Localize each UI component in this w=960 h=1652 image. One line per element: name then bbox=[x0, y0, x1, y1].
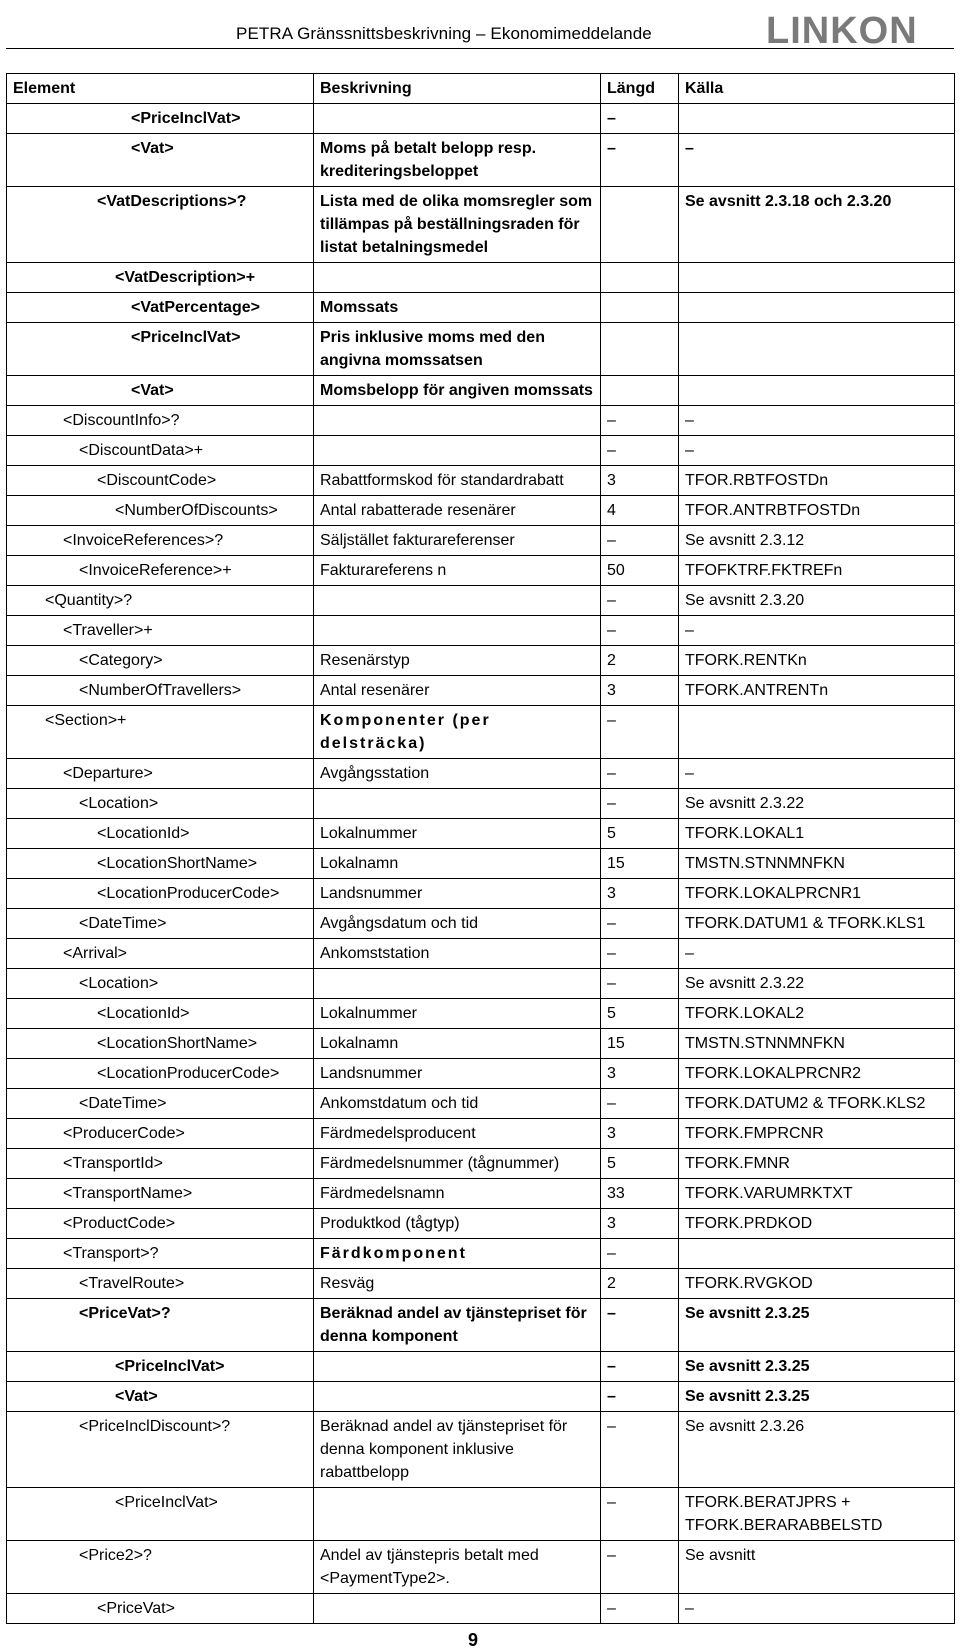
table-body bbox=[7, 104, 955, 1624]
description-cell: Momsbelopp för angiven momssats bbox=[314, 376, 601, 406]
length-cell: – bbox=[601, 789, 679, 819]
source-cell: TFORK.LOKAL2 bbox=[679, 999, 955, 1029]
description-cell: Resväg bbox=[314, 1269, 601, 1299]
column-header-element: Element bbox=[7, 74, 314, 104]
table-row bbox=[7, 1541, 955, 1594]
element-cell: <InvoiceReference>+ bbox=[7, 556, 314, 586]
length-cell: – bbox=[601, 1382, 679, 1412]
description-cell: Pris inklusive moms med den angivna momssatsen bbox=[314, 323, 601, 376]
description-cell: Beräknad andel av tjänstepriset för denna komponent inklusive rabattbelopp bbox=[314, 1412, 601, 1488]
length-cell: 15 bbox=[601, 849, 679, 879]
table-row bbox=[7, 879, 955, 909]
source-cell: TFORK.DATUM2 & TFORK.KLS2 bbox=[679, 1089, 955, 1119]
description-cell bbox=[314, 969, 601, 999]
table-row bbox=[7, 376, 955, 406]
element-cell: <Arrival> bbox=[7, 939, 314, 969]
element-cell: <TransportId> bbox=[7, 1149, 314, 1179]
source-cell bbox=[679, 376, 955, 406]
table-row bbox=[7, 406, 955, 436]
length-cell: – bbox=[601, 104, 679, 134]
source-cell: TFOR.ANTRBTFOSTDn bbox=[679, 496, 955, 526]
table-row bbox=[7, 466, 955, 496]
table-row bbox=[7, 496, 955, 526]
element-specification-table bbox=[6, 73, 955, 1624]
element-cell: <LocationShortName> bbox=[7, 849, 314, 879]
element-cell: <Price2>? bbox=[7, 1541, 314, 1594]
document-header-title: PETRA Gränssnittsbeskrivning – Ekonomimeddelande bbox=[236, 24, 652, 43]
source-cell: TFORK.BERATJPRS + TFORK.BERARABBELSTD bbox=[679, 1488, 955, 1541]
length-cell bbox=[601, 323, 679, 376]
table-row bbox=[7, 706, 955, 759]
description-cell bbox=[314, 436, 601, 466]
element-cell: <VatPercentage> bbox=[7, 293, 314, 323]
element-cell: <ProductCode> bbox=[7, 1209, 314, 1239]
table-row bbox=[7, 969, 955, 999]
table-row bbox=[7, 819, 955, 849]
element-cell: <InvoiceReferences>? bbox=[7, 526, 314, 556]
source-cell bbox=[679, 706, 955, 759]
description-cell: Rabattformskod för standardrabatt bbox=[314, 466, 601, 496]
description-cell: Produktkod (tågtyp) bbox=[314, 1209, 601, 1239]
description-cell: Ankomstdatum och tid bbox=[314, 1089, 601, 1119]
element-cell: <Vat> bbox=[7, 134, 314, 187]
table-row bbox=[7, 1209, 955, 1239]
length-cell: 50 bbox=[601, 556, 679, 586]
description-cell: Säljstället fakturareferenser bbox=[314, 526, 601, 556]
source-cell: Se avsnitt 2.3.22 bbox=[679, 969, 955, 999]
description-cell: Färdmedelsnummer (tågnummer) bbox=[314, 1149, 601, 1179]
source-cell: TFORK.LOKAL1 bbox=[679, 819, 955, 849]
length-cell: – bbox=[601, 1089, 679, 1119]
length-cell bbox=[601, 187, 679, 263]
length-cell: – bbox=[601, 969, 679, 999]
description-cell: Komponenter (per delsträcka) bbox=[314, 706, 601, 759]
table-row bbox=[7, 104, 955, 134]
source-cell bbox=[679, 323, 955, 376]
element-cell: <PriceVat>? bbox=[7, 1299, 314, 1352]
table-row bbox=[7, 999, 955, 1029]
table-row bbox=[7, 586, 955, 616]
element-cell: <LocationId> bbox=[7, 999, 314, 1029]
source-cell: TFOR.RBTFOSTDn bbox=[679, 466, 955, 496]
element-cell: <PriceInclVat> bbox=[7, 323, 314, 376]
description-cell: Lista med de olika momsregler som tillämpas på beställningsraden för listat betalningsmedel bbox=[314, 187, 601, 263]
element-cell: <Section>+ bbox=[7, 706, 314, 759]
source-cell: Se avsnitt 2.3.25 bbox=[679, 1299, 955, 1352]
table-row bbox=[7, 676, 955, 706]
element-cell: <DateTime> bbox=[7, 1089, 314, 1119]
length-cell bbox=[601, 293, 679, 323]
table-row bbox=[7, 616, 955, 646]
table-row bbox=[7, 1412, 955, 1488]
description-cell: Färdkomponent bbox=[314, 1239, 601, 1269]
description-cell: Färdmedelsproducent bbox=[314, 1119, 601, 1149]
source-cell: – bbox=[679, 436, 955, 466]
source-cell bbox=[679, 263, 955, 293]
length-cell: 3 bbox=[601, 676, 679, 706]
table-row bbox=[7, 1029, 955, 1059]
element-cell: <LocationProducerCode> bbox=[7, 879, 314, 909]
description-cell: Lokalnummer bbox=[314, 999, 601, 1029]
element-cell: <Transport>? bbox=[7, 1239, 314, 1269]
length-cell: 5 bbox=[601, 819, 679, 849]
length-cell: – bbox=[601, 586, 679, 616]
source-cell: Se avsnitt 2.3.20 bbox=[679, 586, 955, 616]
source-cell: – bbox=[679, 1594, 955, 1624]
source-cell: – bbox=[679, 406, 955, 436]
element-cell: <Category> bbox=[7, 646, 314, 676]
element-cell: <PriceInclVat> bbox=[7, 104, 314, 134]
page-number: 9 bbox=[468, 1630, 479, 1650]
element-cell: <DateTime> bbox=[7, 909, 314, 939]
linkon-logo: LINKON bbox=[766, 10, 918, 52]
description-cell bbox=[314, 1488, 601, 1541]
table-row bbox=[7, 556, 955, 586]
length-cell: 2 bbox=[601, 1269, 679, 1299]
source-cell: Se avsnitt 2.3.26 bbox=[679, 1412, 955, 1488]
source-cell: Se avsnitt 2.3.12 bbox=[679, 526, 955, 556]
source-cell: Se avsnitt 2.3.25 bbox=[679, 1382, 955, 1412]
element-cell: <DiscountCode> bbox=[7, 466, 314, 496]
length-cell: – bbox=[601, 1541, 679, 1594]
description-cell: Lokalnamn bbox=[314, 1029, 601, 1059]
source-cell: Se avsnitt 2.3.22 bbox=[679, 789, 955, 819]
description-cell: Andel av tjänstepris betalt med <PaymentType2>. bbox=[314, 1541, 601, 1594]
table-header-row bbox=[7, 74, 955, 104]
column-header-source: Källa bbox=[679, 74, 955, 104]
description-cell: Antal rabatterade resenärer bbox=[314, 496, 601, 526]
source-cell: – bbox=[679, 616, 955, 646]
length-cell: – bbox=[601, 759, 679, 789]
table-row bbox=[7, 187, 955, 263]
table-row bbox=[7, 293, 955, 323]
table-row bbox=[7, 1239, 955, 1269]
description-cell bbox=[314, 406, 601, 436]
length-cell: 2 bbox=[601, 646, 679, 676]
source-cell: TFORK.PRDKOD bbox=[679, 1209, 955, 1239]
table-row bbox=[7, 1488, 955, 1541]
source-cell: TFOFKTRF.FKTREFn bbox=[679, 556, 955, 586]
element-cell: <NumberOfTravellers> bbox=[7, 676, 314, 706]
length-cell: – bbox=[601, 1594, 679, 1624]
element-cell: <Traveller>+ bbox=[7, 616, 314, 646]
source-cell: Se avsnitt 2.3.18 och 2.3.20 bbox=[679, 187, 955, 263]
column-header-length: Längd bbox=[601, 74, 679, 104]
length-cell: – bbox=[601, 1352, 679, 1382]
table-row bbox=[7, 1179, 955, 1209]
element-cell: <TransportName> bbox=[7, 1179, 314, 1209]
element-cell: <NumberOfDiscounts> bbox=[7, 496, 314, 526]
table-row bbox=[7, 939, 955, 969]
length-cell: 3 bbox=[601, 466, 679, 496]
length-cell: 5 bbox=[601, 999, 679, 1029]
column-header-description: Beskrivning bbox=[314, 74, 601, 104]
element-cell: <PriceInclVat> bbox=[7, 1488, 314, 1541]
table-row bbox=[7, 323, 955, 376]
length-cell: 33 bbox=[601, 1179, 679, 1209]
source-cell: Se avsnitt 2.3.25 bbox=[679, 1352, 955, 1382]
source-cell: TMSTN.STNNMNFKN bbox=[679, 849, 955, 879]
table-row bbox=[7, 1119, 955, 1149]
description-cell bbox=[314, 1352, 601, 1382]
element-cell: <DiscountInfo>? bbox=[7, 406, 314, 436]
length-cell: 3 bbox=[601, 1059, 679, 1089]
source-cell: – bbox=[679, 134, 955, 187]
source-cell: TFORK.FMPRCNR bbox=[679, 1119, 955, 1149]
source-cell: TFORK.RVGKOD bbox=[679, 1269, 955, 1299]
length-cell: 5 bbox=[601, 1149, 679, 1179]
description-cell: Fakturareferens n bbox=[314, 556, 601, 586]
table-row bbox=[7, 1059, 955, 1089]
element-cell: <Location> bbox=[7, 969, 314, 999]
length-cell: – bbox=[601, 616, 679, 646]
source-cell: TMSTN.STNNMNFKN bbox=[679, 1029, 955, 1059]
element-cell: <DiscountData>+ bbox=[7, 436, 314, 466]
source-cell: – bbox=[679, 759, 955, 789]
source-cell bbox=[679, 104, 955, 134]
description-cell: Beräknad andel av tjänstepriset för denna komponent bbox=[314, 1299, 601, 1352]
table-row bbox=[7, 1352, 955, 1382]
length-cell: – bbox=[601, 526, 679, 556]
table-row bbox=[7, 1299, 955, 1352]
element-cell: <VatDescriptions>? bbox=[7, 187, 314, 263]
description-cell bbox=[314, 1382, 601, 1412]
source-cell: TFORK.DATUM1 & TFORK.KLS1 bbox=[679, 909, 955, 939]
length-cell: – bbox=[601, 706, 679, 759]
source-cell: TFORK.RENTKn bbox=[679, 646, 955, 676]
description-cell bbox=[314, 586, 601, 616]
description-cell bbox=[314, 1594, 601, 1624]
table-row bbox=[7, 263, 955, 293]
element-cell: <VatDescription>+ bbox=[7, 263, 314, 293]
table-row bbox=[7, 134, 955, 187]
element-cell: <Vat> bbox=[7, 1382, 314, 1412]
source-cell: TFORK.ANTRENTn bbox=[679, 676, 955, 706]
header-divider bbox=[6, 48, 954, 49]
description-cell: Resenärstyp bbox=[314, 646, 601, 676]
element-cell: <LocationProducerCode> bbox=[7, 1059, 314, 1089]
source-cell: TFORK.LOKALPRCNR2 bbox=[679, 1059, 955, 1089]
length-cell: – bbox=[601, 134, 679, 187]
source-cell: TFORK.VARUMRKTXT bbox=[679, 1179, 955, 1209]
length-cell: 4 bbox=[601, 496, 679, 526]
table-row bbox=[7, 849, 955, 879]
element-cell: <LocationShortName> bbox=[7, 1029, 314, 1059]
description-cell bbox=[314, 104, 601, 134]
length-cell: 3 bbox=[601, 879, 679, 909]
source-cell bbox=[679, 293, 955, 323]
length-cell bbox=[601, 376, 679, 406]
source-cell: TFORK.FMNR bbox=[679, 1149, 955, 1179]
table-row bbox=[7, 1382, 955, 1412]
description-cell: Ankomststation bbox=[314, 939, 601, 969]
element-cell: <PriceInclVat> bbox=[7, 1352, 314, 1382]
length-cell: – bbox=[601, 909, 679, 939]
element-cell: <TravelRoute> bbox=[7, 1269, 314, 1299]
element-cell: <Location> bbox=[7, 789, 314, 819]
source-cell: Se avsnitt bbox=[679, 1541, 955, 1594]
element-cell: <Departure> bbox=[7, 759, 314, 789]
table-row bbox=[7, 1269, 955, 1299]
element-cell: <Quantity>? bbox=[7, 586, 314, 616]
length-cell: – bbox=[601, 436, 679, 466]
table-row bbox=[7, 526, 955, 556]
length-cell: 3 bbox=[601, 1209, 679, 1239]
table-row bbox=[7, 789, 955, 819]
description-cell: Lokalnamn bbox=[314, 849, 601, 879]
source-cell: TFORK.LOKALPRCNR1 bbox=[679, 879, 955, 909]
length-cell bbox=[601, 263, 679, 293]
source-cell bbox=[679, 1239, 955, 1269]
length-cell: 3 bbox=[601, 1119, 679, 1149]
length-cell: – bbox=[601, 1488, 679, 1541]
length-cell: – bbox=[601, 1239, 679, 1269]
length-cell: 15 bbox=[601, 1029, 679, 1059]
description-cell: Landsnummer bbox=[314, 1059, 601, 1089]
table-row bbox=[7, 646, 955, 676]
description-cell bbox=[314, 616, 601, 646]
description-cell bbox=[314, 789, 601, 819]
table-row bbox=[7, 1594, 955, 1624]
table-row bbox=[7, 759, 955, 789]
description-cell: Lokalnummer bbox=[314, 819, 601, 849]
length-cell: – bbox=[601, 1412, 679, 1488]
description-cell: Avgångsstation bbox=[314, 759, 601, 789]
length-cell: – bbox=[601, 406, 679, 436]
description-cell bbox=[314, 263, 601, 293]
table-row bbox=[7, 909, 955, 939]
table-row bbox=[7, 1089, 955, 1119]
description-cell: Avgångsdatum och tid bbox=[314, 909, 601, 939]
table-row bbox=[7, 436, 955, 466]
description-cell: Momssats bbox=[314, 293, 601, 323]
description-cell: Färdmedelsnamn bbox=[314, 1179, 601, 1209]
length-cell: – bbox=[601, 1299, 679, 1352]
source-cell: – bbox=[679, 939, 955, 969]
description-cell: Moms på betalt belopp resp. krediteringsbeloppet bbox=[314, 134, 601, 187]
element-cell: <PriceInclDiscount>? bbox=[7, 1412, 314, 1488]
element-cell: <ProducerCode> bbox=[7, 1119, 314, 1149]
description-cell: Landsnummer bbox=[314, 879, 601, 909]
element-cell: <Vat> bbox=[7, 376, 314, 406]
element-cell: <LocationId> bbox=[7, 819, 314, 849]
length-cell: – bbox=[601, 939, 679, 969]
table-row bbox=[7, 1149, 955, 1179]
description-cell: Antal resenärer bbox=[314, 676, 601, 706]
element-cell: <PriceVat> bbox=[7, 1594, 314, 1624]
